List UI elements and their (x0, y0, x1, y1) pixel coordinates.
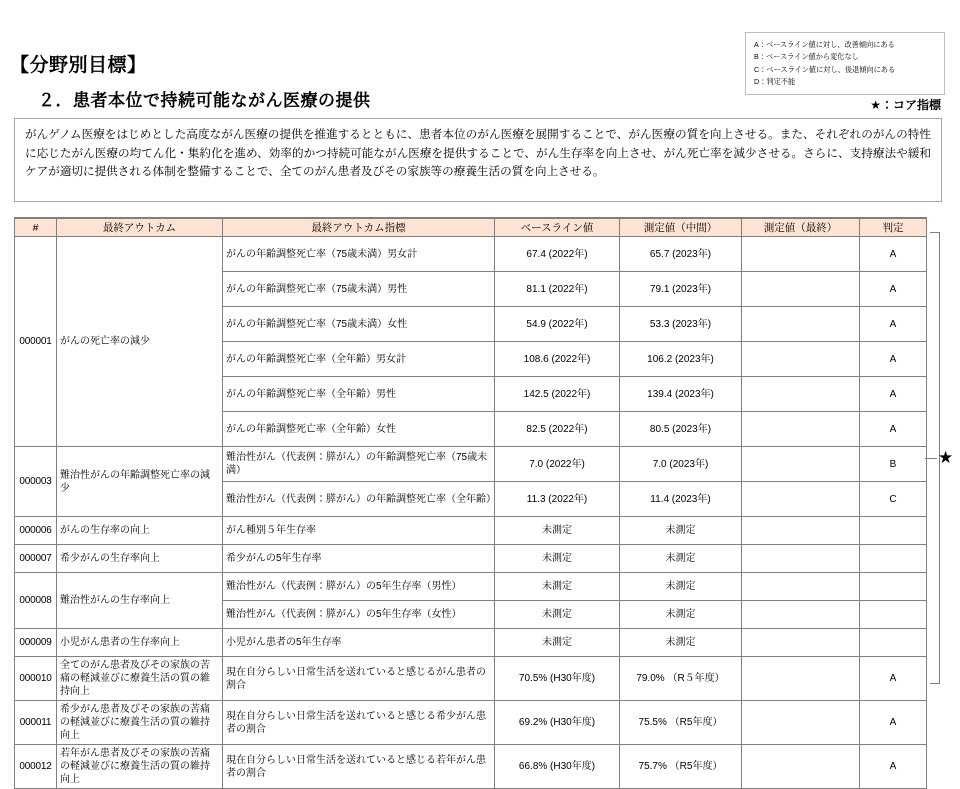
core-indicator-legend: ★：コア指標 (870, 98, 941, 112)
cell-baseline: 69.2% (H30年度) (495, 701, 620, 745)
cell-baseline: 81.1 (2022年) (495, 272, 620, 307)
cell-baseline: 108.6 (2022年) (495, 342, 620, 377)
cell-indicator: 難治性がん（代表例：膵がん）の年齢調整死亡率（全年齢） (223, 482, 495, 517)
table-header (15, 218, 927, 237)
cell-baseline: 142.5 (2022年) (495, 377, 620, 412)
table-row (15, 545, 927, 573)
cell-measure-final (742, 573, 860, 601)
cell-number: 000009 (15, 629, 57, 657)
cell-number: 000006 (15, 517, 57, 545)
outcomes-table-wrapper (14, 217, 926, 789)
cell-judgement (860, 517, 927, 545)
section-subtitle: ２．患者本位で持続可能ながん医療の提供 (38, 91, 371, 110)
cell-baseline: 7.0 (2022年) (495, 447, 620, 482)
cell-measure-final (742, 745, 860, 789)
cell-outcome: 難治性がんの生存率向上 (57, 573, 223, 629)
cell-measure-mid: 未測定 (620, 517, 742, 545)
cell-measure-mid: 53.3 (2023年) (620, 307, 742, 342)
cell-number: 000011 (15, 701, 57, 745)
cell-judgement: A (860, 412, 927, 447)
cell-judgement: C (860, 482, 927, 517)
cell-baseline: 67.4 (2022年) (495, 237, 620, 272)
cell-measure-mid: 139.4 (2023年) (620, 377, 742, 412)
cell-judgement: A (860, 342, 927, 377)
cell-judgement (860, 573, 927, 601)
cell-number: 000008 (15, 573, 57, 629)
legend-line-d: D：判定不能 (754, 77, 796, 87)
cell-indicator: がんの年齢調整死亡率（全年齢）男性 (223, 377, 495, 412)
cell-indicator: がんの年齢調整死亡率（全年齢）女性 (223, 412, 495, 447)
legend-line-a: A：ベースライン値に対し、改善傾向にある (754, 40, 895, 49)
cell-judgement: A (860, 377, 927, 412)
cell-measure-mid: 106.2 (2023年) (620, 342, 742, 377)
cell-indicator: がんの年齢調整死亡率（75歳未満）男女計 (223, 237, 495, 272)
judgement-legend-box (745, 32, 945, 95)
cell-judgement: A (860, 237, 927, 272)
cell-indicator: 難治性がん（代表例：膵がん）の5年生存率（女性） (223, 601, 495, 629)
cell-indicator: 難治性がん（代表例：膵がん）の5年生存率（男性） (223, 573, 495, 601)
cell-outcome: がんの死亡率の減少 (57, 237, 223, 447)
table-row (15, 629, 927, 657)
cell-indicator: がん種別５年生存率 (223, 517, 495, 545)
col-header-measure-final: 測定値（最終） (742, 218, 860, 237)
cell-measure-final (742, 237, 860, 272)
table-row (15, 573, 927, 601)
cell-judgement: B (860, 447, 927, 482)
cell-baseline: 66.8% (H30年度) (495, 745, 620, 789)
col-header-number: # (15, 218, 57, 237)
cell-outcome: がんの生存率の向上 (57, 517, 223, 545)
cell-measure-final (742, 601, 860, 629)
cell-judgement: A (860, 701, 927, 745)
cell-indicator: がんの年齢調整死亡率（75歳未満）女性 (223, 307, 495, 342)
cell-judgement (860, 601, 927, 629)
cell-measure-mid: 75.7% （R5年度） (620, 745, 742, 789)
outcomes-table (14, 217, 927, 789)
legend-line-c: C：ベースライン値に対し、後退傾向にある (754, 64, 896, 74)
cell-measure-final (742, 482, 860, 517)
cell-indicator: 現在自分らしい日常生活を送れていると感じる希少がん患者の割合 (223, 701, 495, 745)
cell-outcome: 希少がん患者及びその家族の苦痛の軽減並びに療養生活の質の維持向上 (57, 701, 223, 745)
col-header-outcome: 最終アウトカム (57, 218, 223, 237)
cell-baseline: 70.5% (H30年度) (495, 657, 620, 701)
cell-indicator: がんの年齢調整死亡率（全年齢）男女計 (223, 342, 495, 377)
cell-indicator: 希少がんの5年生存率 (223, 545, 495, 573)
cell-measure-final (742, 629, 860, 657)
cell-baseline: 未測定 (495, 629, 620, 657)
cell-number: 000012 (15, 745, 57, 789)
cell-number: 000007 (15, 545, 57, 573)
cell-baseline: 11.3 (2022年) (495, 482, 620, 517)
goal-description-box (14, 118, 942, 202)
cell-outcome: 若年がん患者及びその家族の苦痛の軽減並びに療養生活の質の維持向上 (57, 745, 223, 789)
cell-baseline: 未測定 (495, 601, 620, 629)
cell-measure-final (742, 657, 860, 701)
table-row (15, 447, 927, 482)
cell-outcome: 難治性がんの年齢調整死亡率の減少 (57, 447, 223, 517)
cell-measure-mid: 79.1 (2023年) (620, 272, 742, 307)
cell-indicator: 小児がん患者の5年生存率 (223, 629, 495, 657)
cell-measure-mid: 79.0% （R５年度） (620, 657, 742, 701)
cell-indicator: 現在自分らしい日常生活を送れていると感じるがん患者の割合 (223, 657, 495, 701)
cell-baseline: 未測定 (495, 517, 620, 545)
cell-indicator: 難治性がん（代表例：膵がん）の年齢調整死亡率（75歳未満） (223, 447, 495, 482)
cell-measure-final (742, 545, 860, 573)
table-body (15, 237, 927, 789)
cell-measure-mid: 75.5% （R5年度） (620, 701, 742, 745)
cell-measure-final (742, 377, 860, 412)
col-header-judgement: 判定 (860, 218, 927, 237)
cell-indicator: がんの年齢調整死亡率（75歳未満）男性 (223, 272, 495, 307)
cell-measure-mid: 未測定 (620, 545, 742, 573)
core-indicator-star-icon: ★ (938, 448, 954, 467)
table-header-row (15, 218, 927, 237)
cell-measure-mid: 80.5 (2023年) (620, 412, 742, 447)
cell-measure-mid: 7.0 (2023年) (620, 447, 742, 482)
cell-measure-mid: 65.7 (2023年) (620, 237, 742, 272)
cell-measure-final (742, 447, 860, 482)
core-indicator-bracket-tick (925, 458, 937, 459)
cell-judgement: A (860, 657, 927, 701)
cell-judgement: A (860, 272, 927, 307)
table-row (15, 657, 927, 701)
cell-baseline: 未測定 (495, 573, 620, 601)
cell-measure-final (742, 342, 860, 377)
cell-measure-mid: 未測定 (620, 601, 742, 629)
table-row (15, 745, 927, 789)
cell-measure-final (742, 701, 860, 745)
legend-line-b: B：ベースライン値から変化なし (754, 52, 859, 62)
cell-number: 000010 (15, 657, 57, 701)
cell-measure-final (742, 307, 860, 342)
col-header-baseline: ベースライン値 (495, 218, 620, 237)
cell-measure-final (742, 517, 860, 545)
cell-baseline: 54.9 (2022年) (495, 307, 620, 342)
goal-description-text: がんゲノム医療をはじめとした高度ながん医療の提供を推進するとともに、患者本位のがん医療を展開することで、がん医療の質を向上させる。また、それぞれのがんの特性に応じたがん医療の均てん化・集約化を進め、効率的かつ持続可能ながん医療を提供することで、がん生存率を向上させ、がん死亡率を減少させる。さらに、支持療法や緩和ケアが適切に提供される体制を整備することで、全てのがん患者及びその家族等の療養生活の質を向上させる。 (25, 128, 931, 179)
cell-outcome: 全てのがん患者及びその家族の苦痛の軽減並びに療養生活の質の維持向上 (57, 657, 223, 701)
cell-judgement: A (860, 745, 927, 789)
cell-measure-mid: 未測定 (620, 573, 742, 601)
cell-outcome: 小児がん患者の生存率向上 (57, 629, 223, 657)
cell-measure-mid: 未測定 (620, 629, 742, 657)
col-header-measure-mid: 測定値（中間） (620, 218, 742, 237)
cell-outcome: 希少がんの生存率向上 (57, 545, 223, 573)
table-row (15, 701, 927, 745)
cell-measure-mid: 11.4 (2023年) (620, 482, 742, 517)
page-title: 【分野別目標】 (10, 55, 147, 76)
cell-judgement (860, 629, 927, 657)
cell-baseline: 82.5 (2022年) (495, 412, 620, 447)
cell-baseline: 未測定 (495, 545, 620, 573)
cell-judgement: A (860, 307, 927, 342)
table-row (15, 237, 927, 272)
cell-measure-final (742, 272, 860, 307)
cell-judgement (860, 545, 927, 573)
cell-number: 000003 (15, 447, 57, 517)
col-header-indicator: 最終アウトカム指標 (223, 218, 495, 237)
cell-measure-final (742, 412, 860, 447)
table-row (15, 517, 927, 545)
cell-indicator: 現在自分らしい日常生活を送れていると感じる若年がん患者の割合 (223, 745, 495, 789)
cell-number: 000001 (15, 237, 57, 447)
